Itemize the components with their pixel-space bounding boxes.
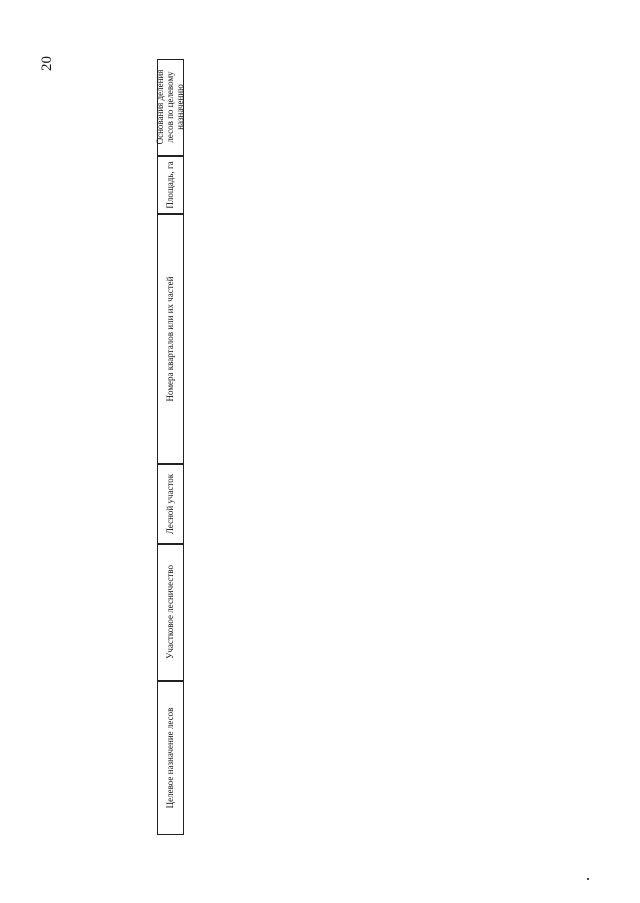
header-basis [157, 59, 184, 156]
scan-dot [587, 878, 589, 880]
header-forestry-text: Участковое лесничество [165, 565, 175, 659]
header-plot-text: Лесной участок [165, 473, 175, 534]
header-quarters-text: Номера кварталов или их частей [165, 276, 175, 401]
table-grid [157, 59, 438, 835]
header-forestry [157, 544, 184, 681]
header-area-text: Площадь, га [165, 160, 175, 209]
header-plot [157, 464, 184, 544]
header-basis-text: Основания деления лесов по целевому назначению [155, 69, 185, 145]
header-area [157, 156, 184, 214]
header-purpose [157, 681, 184, 835]
header-quarters [157, 214, 184, 464]
page-number: 20 [39, 56, 55, 71]
header-purpose-text: Целевое назначение лесов [165, 707, 175, 808]
